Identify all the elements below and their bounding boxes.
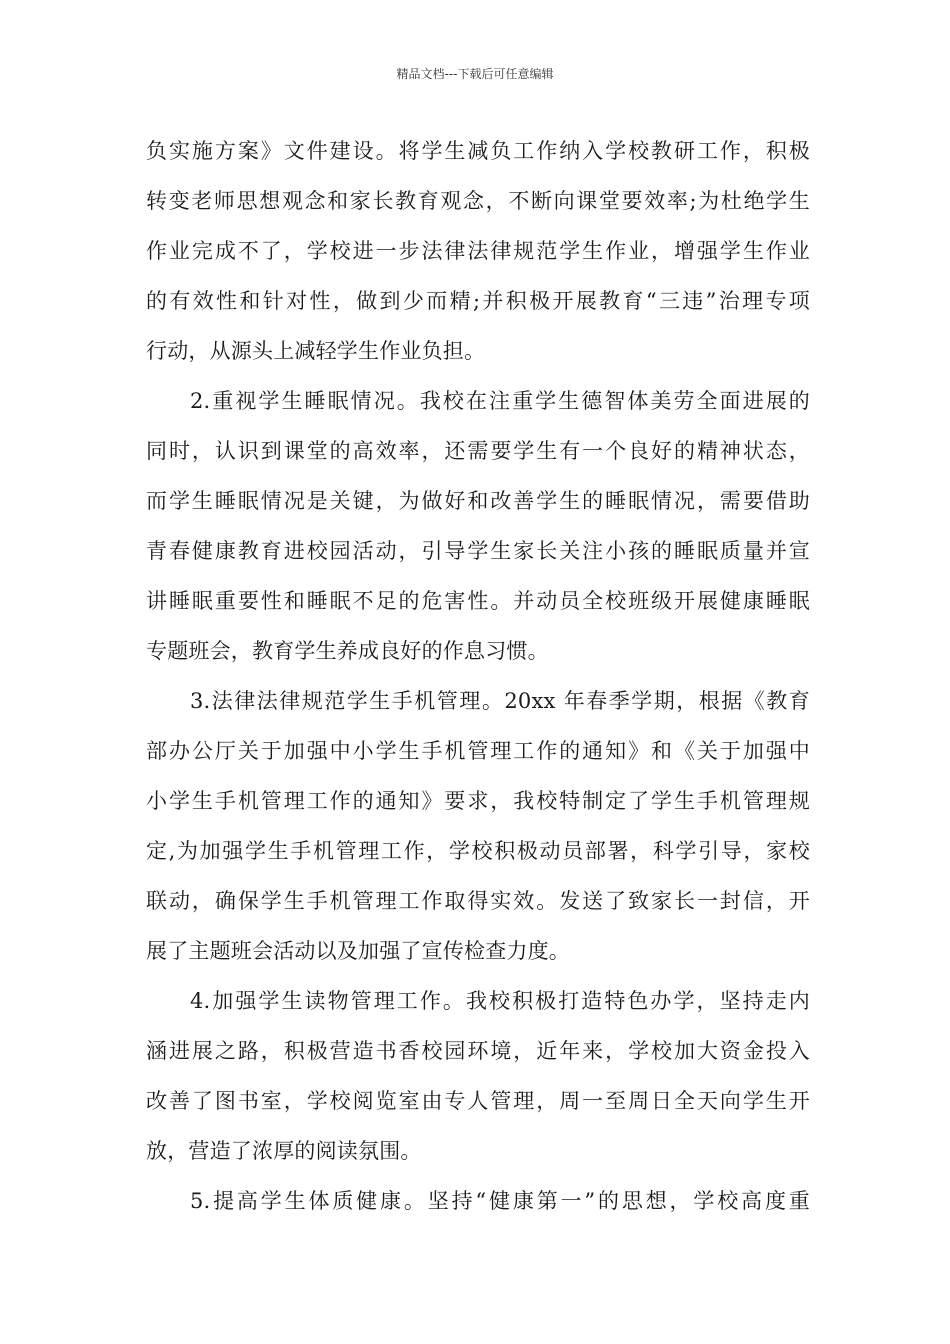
text-line: 改善了图书室，学校阅览室由专人管理，周一至周日全天向学生开 (146, 1089, 810, 1113)
text-line: 部办公厅关于加强中小学生手机管理工作的通知》和《关于加强中 (146, 739, 810, 763)
text-line: 小学生手机管理工作的通知》要求，我校特制定了学生手机管理规 (146, 789, 810, 813)
page-header: 精品文档---下载后可任意编辑 (396, 67, 554, 81)
paragraph-first-line: 4.加强学生读物管理工作。我校积极打造特色办学，坚持走内 (190, 989, 810, 1013)
text-line: 的有效性和针对性，做到少而精;并积极开展教育“三违”治理专项 (146, 289, 810, 313)
text-line: 涵进展之路，积极营造书香校园环境，近年来，学校加大资金投入 (146, 1039, 810, 1063)
text-line: 联动，确保学生手机管理工作取得实效。发送了致家长一封信，开 (146, 889, 810, 913)
paragraph-first-line: 5.提高学生体质健康。坚持“健康第一”的思想，学校高度重 (190, 1189, 810, 1213)
text-line: 而学生睡眠情况是关键，为做好和改善学生的睡眠情况，需要借助 (146, 489, 810, 513)
document-body (146, 126, 810, 1226)
text-line: 负实施方案》文件建设。将学生减负工作纳入学校教研工作，积极 (146, 139, 810, 163)
text-line: 讲睡眠重要性和睡眠不足的危害性。并动员全校班级开展健康睡眠 (146, 589, 810, 613)
text-line: 青春健康教育进校园活动，引导学生家长关注小孩的睡眠质量并宣 (146, 539, 810, 563)
text-line: 同时，认识到课堂的高效率，还需要学生有一个良好的精神状态， (146, 439, 810, 463)
paragraph-first-line: 2.重视学生睡眠情况。我校在注重学生德智体美劳全面进展的 (190, 389, 810, 413)
text-line: 放，营造了浓厚的阅读氛围。 (146, 1139, 422, 1163)
text-line: 定,为加强学生手机管理工作，学校积极动员部署，科学引导，家校 (146, 839, 810, 863)
text-line: 专题班会，教育学生养成良好的作息习惯。 (146, 639, 549, 663)
text-line: 行动，从源头上减轻学生作业负担。 (146, 339, 486, 363)
text-line: 作业完成不了，学校进一步法律法律规范学生作业，增强学生作业 (146, 239, 810, 263)
paragraph-first-line: 3.法律法律规范学生手机管理。20xx 年春季学期，根据《教育 (190, 689, 810, 713)
text-line: 展了主题班会活动以及加强了宣传检查力度。 (146, 939, 570, 963)
text-line: 转变老师思想观念和家长教育观念，不断向课堂要效率;为杜绝学生 (146, 189, 810, 213)
